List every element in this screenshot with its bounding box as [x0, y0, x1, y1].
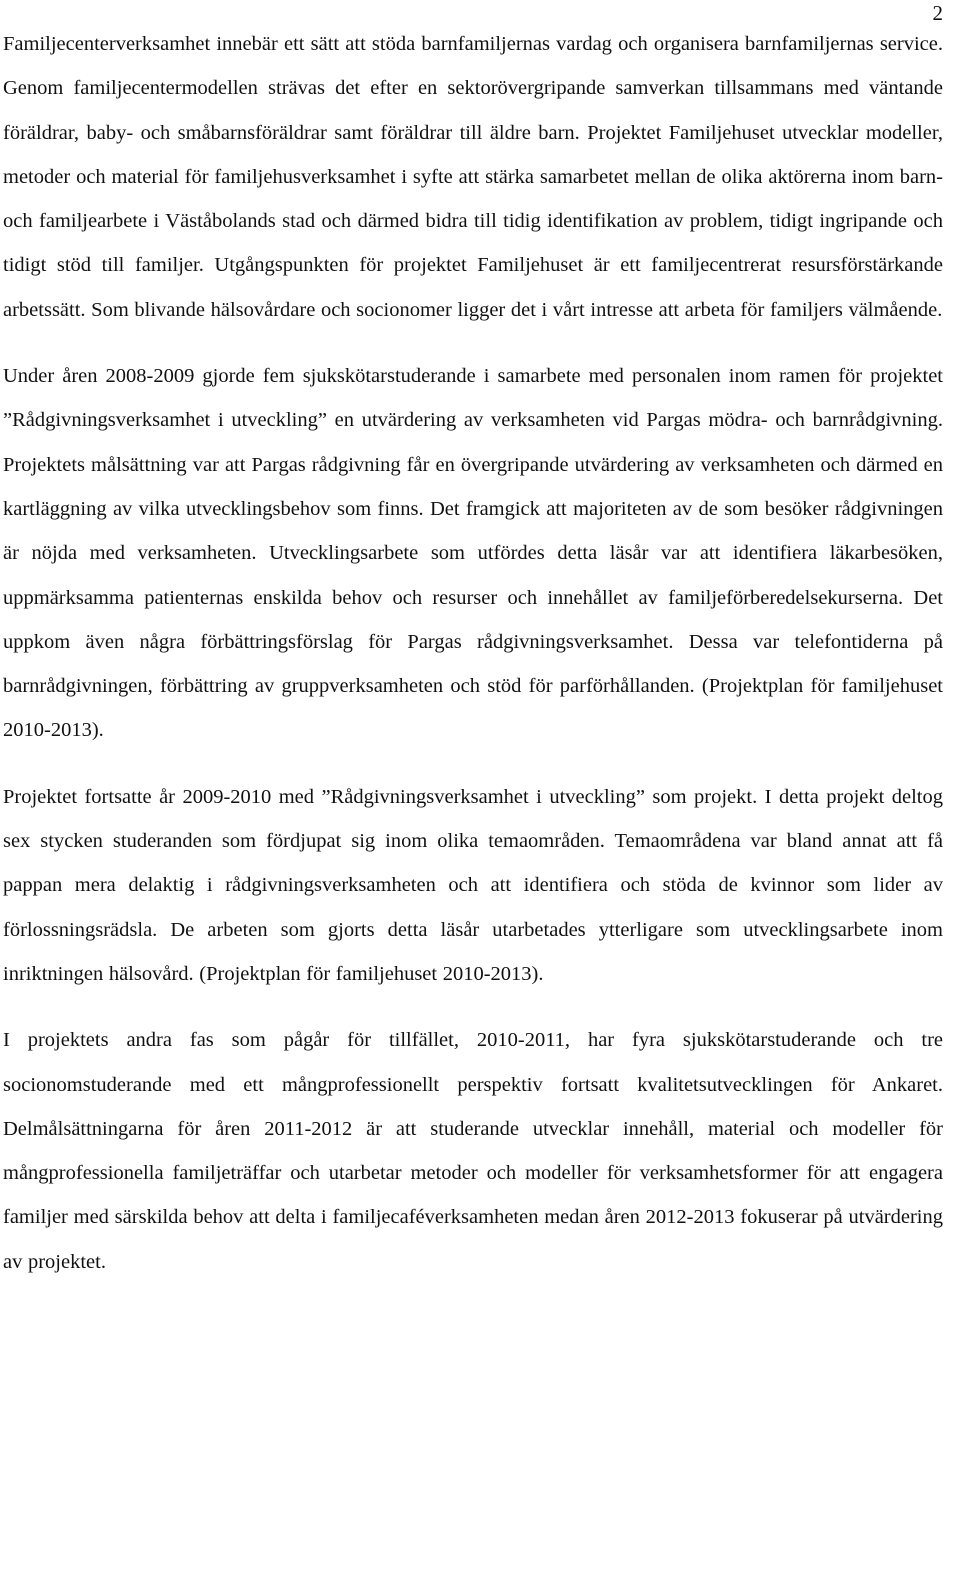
page-number: 2: [932, 1, 943, 25]
body-text: [3, 22, 943, 1306]
paragraph-andra-fas: I projektets andra fas som pågår för tillfället, 2010-2011, har fyra sjukskötarstuderande och tre socionomstuderande med ett mångprofessionellt perspektiv fortsatt kvalitetsutvecklingen för Ankaret. Delmålsättningarna för åren 2011-2012 är att studerande utvecklar innehåll, material och modeller för mångprofessionella familjeträffar och utarbetar metoder och modeller för verksamhetsformer för att engagera familjer med särskilda behov att delta i familjecaféverksamheten medan åren 2012-2013 fokuserar på utvärdering av projektet.: [3, 1029, 943, 1273]
paragraph-projekt-2009-2010: Projektet fortsatte år 2009-2010 med ”Rådgivningsverksamhet i utveckling” som projekt. I detta projekt deltog sex stycken studeranden som fördjupat sig inom olika temaområden. Temaområdena var bland annat att få pappan mera delaktig i rådgivningsverksamheten och att identifiera och stöda de kvinnor som lider av förlossningsrädsla. De arbeten som gjorts detta läsår utarbetades ytterligare som utvecklingsarbete inom inriktningen hälsovård. (Projektplan för familjehuset 2010-2013).: [3, 785, 943, 985]
paragraph-familjecenter: Familjecenterverksamhet innebär ett sätt att stöda barnfamiljernas vardag och organisera barnfamiljernas service. Genom familjecentermodellen strävas det efter en sektorövergripande samverkan tillsammans med väntande föräldrar, baby- och småbarnsföräldrar samt föräldrar till äldre barn. Projektet Familjehuset utvecklar modeller, metoder och material för familjehusverksamhet i syfte att stärka samarbetet mellan de olika aktörerna inom barn- och familjearbete i Väståbolands stad och därmed bidra till tidig identifikation av problem, tidigt ingripande och tidigt stöd till familjer. Utgångspunkten för projektet Familjehuset är ett familjecentrerat resursförstärkande arbetssätt. Som blivande hälsovårdare och socionomer ligger det i vårt intresse att arbeta för familjers välmående.: [3, 33, 943, 321]
paragraph-radgivning-2008-2009: Under åren 2008-2009 gjorde fem sjukskötarstuderande i samarbete med personalen inom ramen för projektet ”Rådgivningsverksamhet i utveckling” en utvärdering av verksamheten vid Pargas mödra- och barnrådgivning. Projektets målsättning var att Pargas rådgivning får en övergripande utvärdering av verksamheten och därmed en kartläggning av vilka utvecklingsbehov som finns. Det framgick att majoriteten av de som besöker rådgivningen är nöjda med verksamheten. Utvecklingsarbete som utfördes detta läsår var att identifiera läkarbesöken, uppmärksamma patienternas enskilda behov och resurser och innehållet av familjeförberedelsekurserna. Det uppkom även några förbättringsförslag för Pargas rådgivningsverksamhet. Dessa var telefontiderna på barnrådgivningen, förbättring av gruppverksamheten och stöd för parförhållanden. (Projektplan för familjehuset 2010-2013).: [3, 365, 943, 742]
